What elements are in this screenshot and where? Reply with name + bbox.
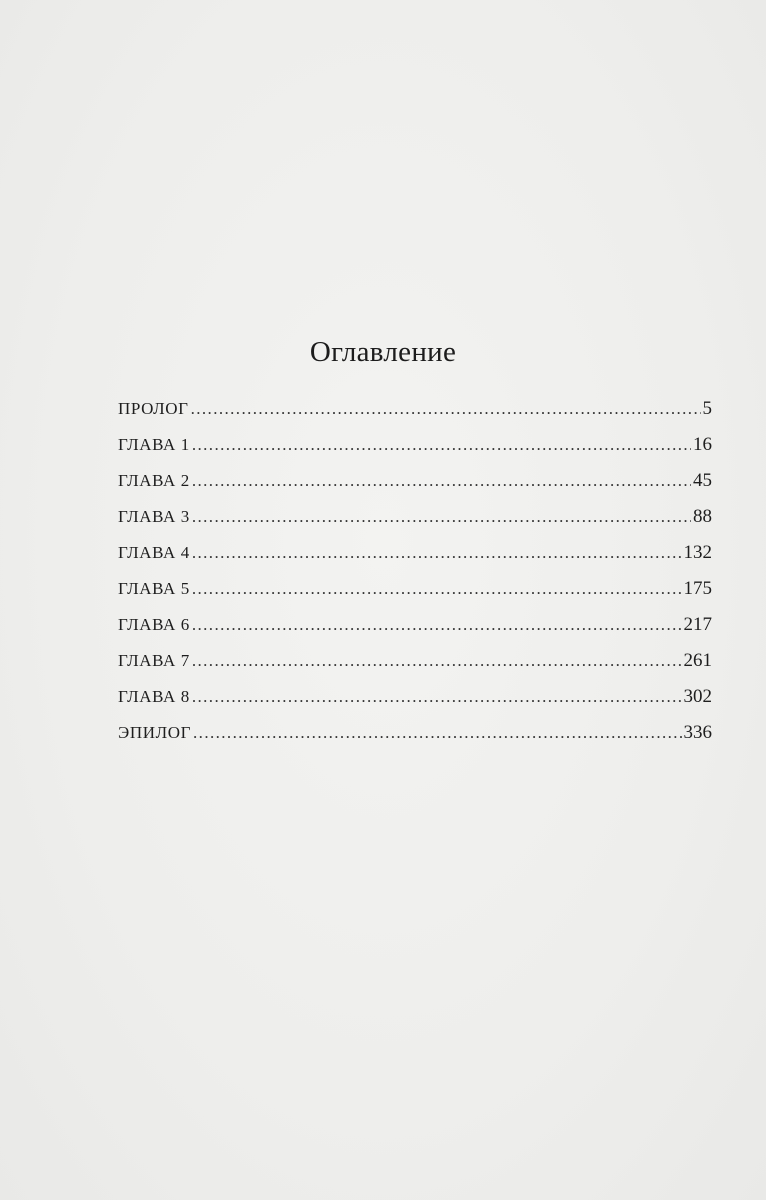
- toc-leader-dots: [192, 471, 691, 491]
- toc-entry-label: ГЛАВА 4: [118, 543, 190, 562]
- toc-entry-page: 5: [702, 398, 712, 419]
- toc-leader-dots: [192, 579, 682, 599]
- toc-leader-dots: [191, 399, 701, 419]
- toc-entry-label: ГЛАВА 2: [118, 471, 190, 490]
- toc-entry: [118, 542, 712, 578]
- toc-entry: [118, 506, 712, 542]
- toc-leader-dots: [192, 615, 682, 635]
- toc-leader-dots: [192, 651, 682, 671]
- toc-entry-label: ГЛАВА 8: [118, 687, 190, 706]
- toc-entry-page: 302: [683, 686, 712, 707]
- toc-entry-label: ГЛАВА 7: [118, 651, 190, 670]
- toc-list: [118, 398, 712, 758]
- toc-entry-page: 132: [683, 542, 712, 563]
- toc-entry: [118, 578, 712, 614]
- toc-entry-page: 16: [693, 434, 712, 455]
- toc-entry: [118, 614, 712, 650]
- toc-entry: [118, 650, 712, 686]
- toc-leader-dots: [192, 687, 682, 707]
- toc-leader-dots: [192, 507, 691, 527]
- toc-entry: [118, 434, 712, 470]
- toc-entry-page: 45: [693, 470, 712, 491]
- toc-entry: [118, 686, 712, 722]
- toc-title: Оглавление: [309, 336, 457, 368]
- toc-entry-page: 261: [683, 650, 712, 671]
- toc-leader-dots: [192, 543, 682, 563]
- toc-entry: [118, 398, 712, 434]
- toc-leader-dots: [192, 435, 691, 455]
- toc-entry-label: ГЛАВА 6: [118, 615, 190, 634]
- toc-entry-label: ГЛАВА 5: [118, 579, 190, 598]
- toc-entry-page: 217: [683, 614, 712, 635]
- toc-entry-label: ГЛАВА 1: [118, 435, 190, 454]
- toc-entry-label: ГЛАВА 3: [118, 507, 190, 526]
- toc-entry: [118, 470, 712, 506]
- toc-leader-dots: [193, 723, 681, 743]
- toc-entry-label: ПРОЛОГ: [118, 399, 189, 418]
- toc-entry-label: ЭПИЛОГ: [118, 723, 192, 742]
- toc-entry-page: 88: [693, 506, 712, 527]
- toc-entry: [118, 722, 712, 758]
- toc-entry-page: 336: [683, 722, 712, 743]
- toc-entry-page: 175: [683, 578, 712, 599]
